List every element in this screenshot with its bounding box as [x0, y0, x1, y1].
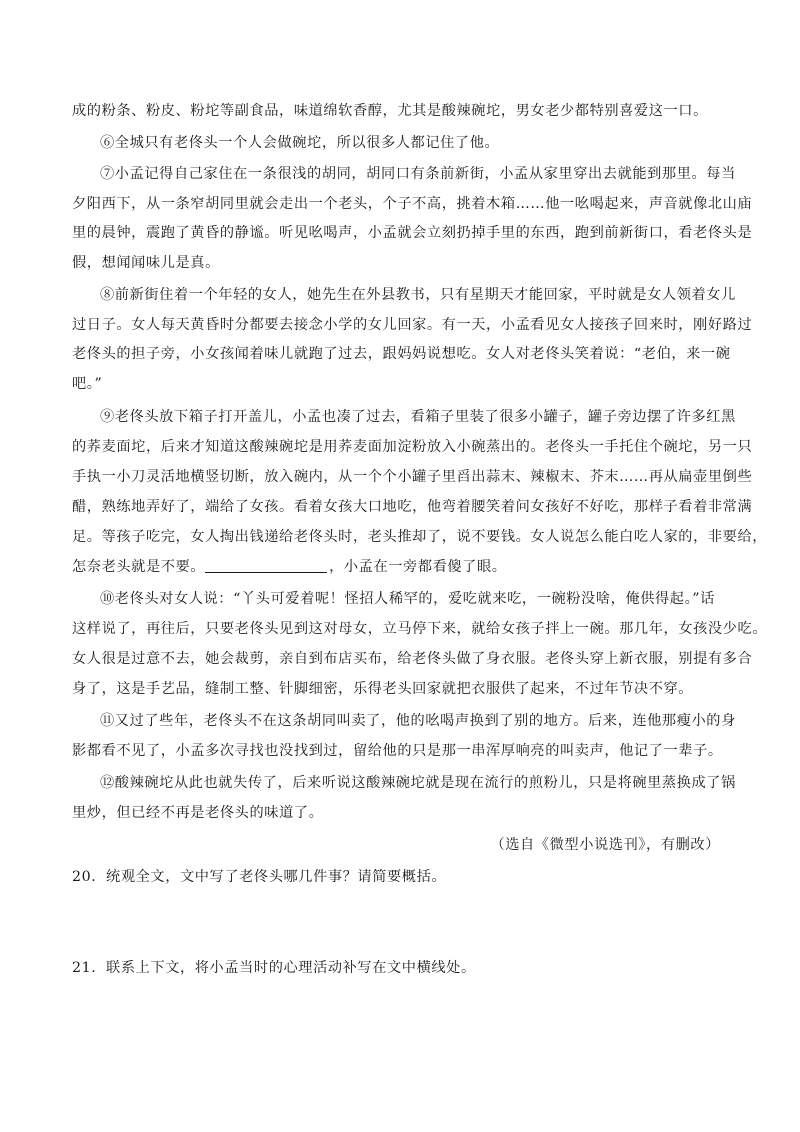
paragraph-9-text-before-blank: 怎奈老头就是不要。: [72, 559, 206, 575]
paragraph-7-line: 夕阳西下，从一条窄胡同里就会走出一个老头，个子不高，挑着木箱……他一吆喝起来，声音就像北山庙: [72, 196, 753, 212]
paragraph-11-line: 影都看不见了，小孟多次寻找也没找到过，留给他的只是那一串浑厚响亮的叫卖声，他记了一辈子。: [72, 743, 723, 759]
paragraph-8-line: 过日子。女人每天黄昏时分都要去接念小学的女儿回家。有一天，小孟看见女人接孩子回来时，刚好路过: [72, 317, 753, 333]
paragraph-9-line: 的荞麦面坨，后来才知道这酸辣碗坨是用荞麦面加淀粉放入小碗蒸出的。老佟头一手托住个碗坨，另一只: [72, 439, 753, 455]
paragraph-9-text-after-blank: ，小孟在一旁都看傻了眼。: [329, 559, 507, 575]
paragraph-8-line: 吧。”: [72, 376, 103, 392]
paragraph-6: ⑥全城只有老佟头一个人会做碗坨，所以很多人都记住了他。: [100, 135, 500, 151]
paragraph-11-line: ⑪又过了些年，老佟头不在这条胡同叫卖了，他的吆喝声换到了别的地方。后来，连他那瘦小的身: [100, 713, 736, 729]
paragraph-10-line: 这样说了，再往后，只要老佟头见到这对母女，立马停下来，就给女孩子拌上一碗。那几年，女孩没少吃。: [72, 621, 768, 637]
question-20: 20．统观全文，文中写了老佟头哪几件事？请简要概括。: [72, 869, 447, 885]
paragraph-10-line: ⑩老佟头对女人说：“丫头可爱着呢！怪招人稀罕的，爱吃就来吃，一碗粉没啥，俺供得起。”话: [100, 591, 715, 607]
paragraph-7-line: 假，想闻闻味儿是真。: [72, 255, 220, 271]
paragraph-8-line: ⑧前新街住着一个年轻的女人，她先生在外县教书，只有星期天才能回家，平时就是女人领着女儿: [100, 287, 736, 303]
paragraph-7-line: 里的晨钟，震跑了黄昏的静谧。听见吆喝声，小孟就会立刻扔掉手里的东西，跑到前新街口，看老佟头是: [72, 225, 753, 241]
paragraph-12-line: ⑫酸辣碗坨从此也就失传了，后来听说这酸辣碗坨就是现在流行的煎粉儿，只是将碗里蒸换成了锅: [100, 775, 736, 791]
paragraph-9-last-line: [72, 557, 732, 577]
paragraph-12-line: 里炒，但已经不再是老佟头的味道了。: [72, 805, 324, 821]
paragraph-8-line: 老佟头的担子旁，小女孩闻着味儿就跑了过去，跟妈妈说想吃。女人对老佟头笑着说：“老伯，来一碗: [72, 346, 731, 362]
source-citation: （选自《微型小说选刊》，有删改）: [490, 837, 720, 853]
paragraph-9-line: 足。等孩子吃完，女人掏出钱递给老佟头时，老头推却了，说不要钱。女人说怎么能白吃人家的，非要给，: [72, 529, 768, 545]
fill-in-blank[interactable]: [205, 558, 327, 573]
paragraph-10-line: 身了，这是手艺品，缝制工整、针脚细密，乐得老头回家就把衣服供了起来，不过年节决不穿。: [72, 681, 694, 697]
paragraph-9-line: 醋，熟练地弄好了，端给了女孩。看着女孩大口地吃，他弯着腰笑着问女孩好不好吃，那样子看着非常满: [72, 499, 753, 515]
paragraph-10-line: 女人很是过意不去，她会裁剪，亲自到布店买布，给老佟头做了身衣服。老佟头穿上新衣服，别提有多合: [72, 651, 753, 667]
question-21: 21．联系上下文，将小孟当时的心理活动补写在文中横线处。: [72, 960, 476, 976]
paragraph-7-line: ⑦小孟记得自己家住在一条很浅的胡同，胡同口有条前新街，小孟从家里穿出去就能到那里。每当: [100, 166, 736, 182]
paragraph-9-line: ⑨老佟头放下箱子打开盖儿，小孟也凑了过去，看箱子里装了很多小罐子，罐子旁边摆了许多红黑: [100, 409, 736, 425]
paragraph-5-tail: 成的粉条、粉皮、粉坨等副食品，味道绵软香醇，尤其是酸辣碗坨，男女老少都特别喜爱这一口。: [72, 103, 708, 119]
paragraph-9-line: 手执一小刀灵活地横竖切断，放入碗内，从一个个小罐子里舀出蒜末、辣椒末、芥末……再从扁壶里倒些: [72, 469, 753, 485]
